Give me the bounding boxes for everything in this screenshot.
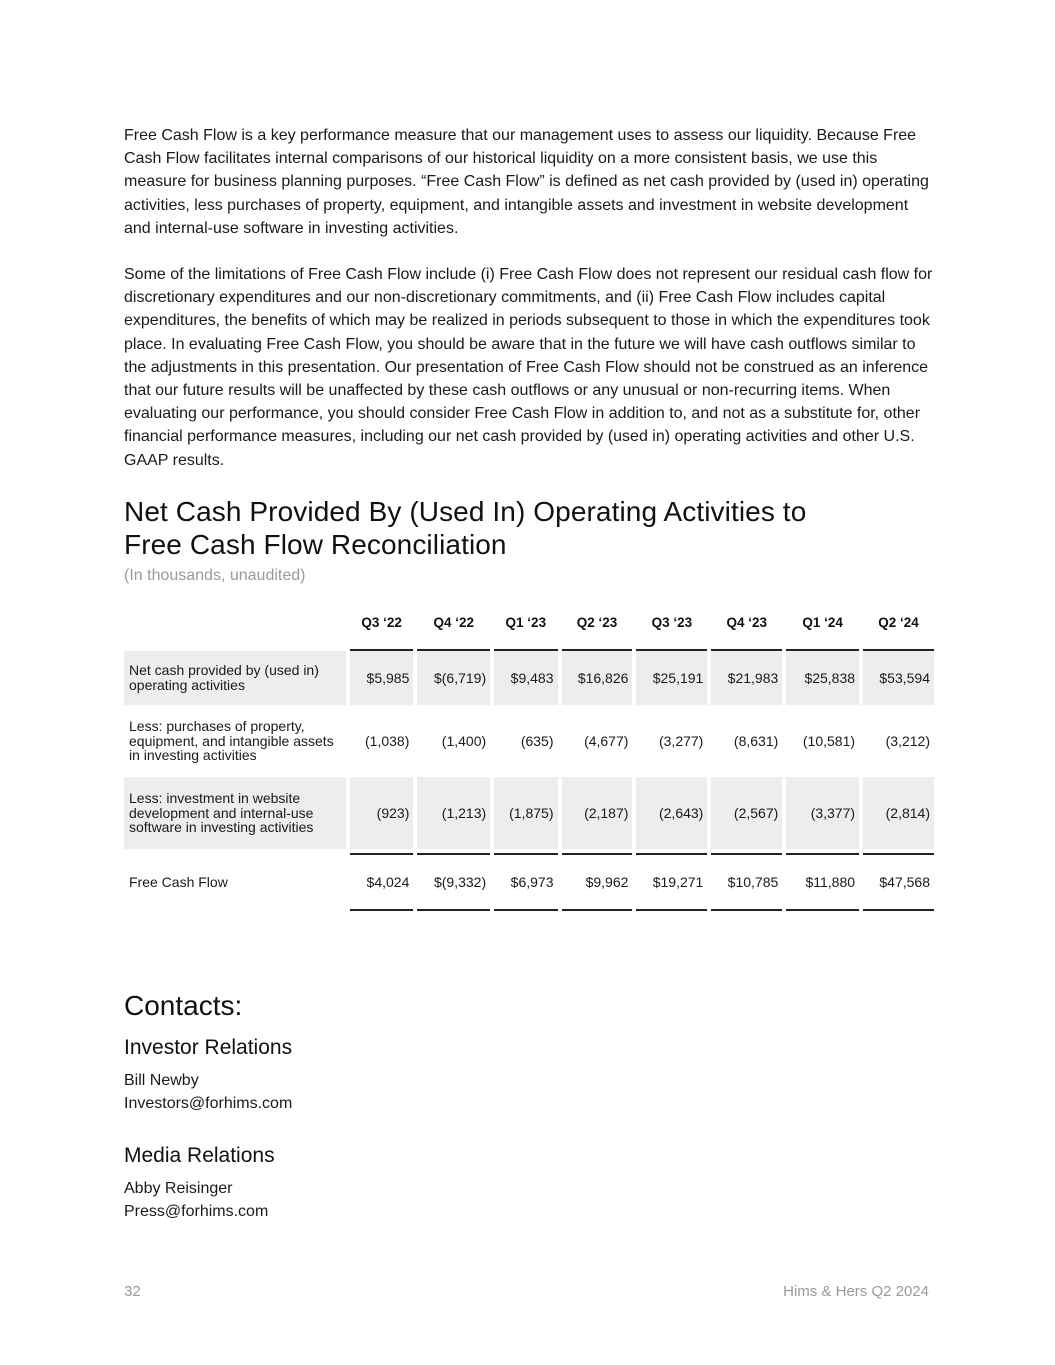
document-page [124,124,934,1223]
table-cell: $6,973 [494,853,557,911]
reconciliation-title-line-2: Free Cash Flow Reconciliation [124,528,507,560]
table-row-purchases [124,705,934,777]
table-row-free-cash-flow [124,853,934,911]
table-cell: $9,483 [494,651,557,705]
investor-contact-name: Bill Newby [124,1071,199,1089]
media-contact-name: Abby Reisinger [124,1179,233,1197]
row-label: Free Cash Flow [129,873,228,890]
reconciliation-title-line-1: Net Cash Provided By (Used In) Operating Activities to [124,495,807,527]
reconciliation-subtitle: (In thousands, unaudited) [124,566,306,584]
page-number: 32 [124,1283,141,1300]
media-relations-contact [124,1177,934,1223]
table-cell: (1,875) [494,777,557,853]
table-cell: $(9,332) [417,853,490,911]
table-cell: $25,838 [786,651,859,705]
table-cell: (3,377) [786,777,859,853]
table-cell: (8,631) [733,732,779,749]
table-cell: (10,581) [802,732,856,749]
table-cell: $19,271 [636,853,707,911]
row-label: Net cash provided by (used in) operating activities [124,651,346,705]
row-label: Less: investment in website development and internal-use software in investing activities [124,777,346,853]
reconciliation-title [124,495,934,561]
table-header-row [124,597,934,651]
table-cell: (923) [350,777,413,853]
table-cell: $11,880 [786,853,859,911]
media-contact-email: Press@forhims.com [124,1202,269,1220]
column-header: Q2 ‘23 [562,597,633,651]
investor-contact-email: Investors@forhims.com [124,1094,293,1112]
table-cell: $9,962 [562,853,633,911]
column-header: Q3 ‘22 [350,597,413,651]
paragraph-definition: Free Cash Flow is a key performance measure that our management uses to assess our liquidity. Because Free Cash Flow facilitates internal comparisons of our historical liquidity on a more consistent basis, we use this measure for business planning purposes. “Free Cash Flow” is defined as net cash provided by (used in) operating activities, less purchases of property, equipment, and intangible assets and investment in website development and internal-use software in investing activities. [124,127,929,237]
column-header: Q1 ‘23 [494,597,557,651]
table-cell: $25,191 [636,651,707,705]
table-cell: (2,187) [562,777,633,853]
column-header: Q3 ‘23 [636,597,707,651]
table-cell: (635) [520,732,554,749]
table-row-website-investment [124,777,934,853]
column-header: Q2 ‘24 [863,597,934,651]
table-cell: $4,024 [350,853,413,911]
table-cell: $(6,719) [417,651,490,705]
table-header-label [124,597,346,651]
footer-brand: Hims & Hers Q2 2024 [783,1283,929,1300]
table-cell: (1,213) [417,777,490,853]
table-row-net-cash [124,651,934,705]
media-relations-heading: Media Relations [124,1143,275,1167]
row-label: Less: purchases of property, equipment, and intangible assets in investing activities [129,718,334,764]
column-header: Q4 ‘23 [711,597,782,651]
table-cell: $47,568 [863,853,934,911]
table-cell: (2,567) [711,777,782,853]
column-header: Q4 ‘22 [417,597,490,651]
table-cell: (1,038) [365,732,410,749]
table-cell: (3,212) [885,732,930,749]
table-cell: (3,277) [658,732,704,749]
table-cell: (1,400) [441,732,487,749]
table-cell: (4,677) [584,732,629,749]
investor-relations-contact [124,1069,934,1115]
paragraph-limitations: Some of the limitations of Free Cash Flow include (i) Free Cash Flow does not represent our residual cash flow for discretionary expenditures and our non-discretionary commitments, and (ii) Free Cash Flow includes capital expenditures, the benefits of which may be realized in periods subsequent to those in which the expenditures took place. In evaluating Free Cash Flow, you should be aware that in the future we will have cash outflows similar to the adjustments in this presentation. Our presentation of Free Cash Flow should not be construed as an inference that our future results will be unaffected by these cash outflows or any unusual or non-recurring items. When evaluating our performance, you should consider Free Cash Flow in addition to, and not as a substitute for, other financial performance measures, including our net cash provided by (used in) operating activities and other U.S. GAAP results. [124,266,933,469]
table-cell: $5,985 [350,651,413,705]
table-cell: $53,594 [863,651,934,705]
reconciliation-table [120,597,938,911]
table-cell: $16,826 [562,651,633,705]
table-cell: $10,785 [711,853,782,911]
table-cell: $21,983 [711,651,782,705]
column-header: Q1 ‘24 [786,597,859,651]
table-cell: (2,814) [863,777,934,853]
contacts-title: Contacts: [124,989,243,1021]
investor-relations-heading: Investor Relations [124,1035,293,1059]
table-cell: (2,643) [636,777,707,853]
